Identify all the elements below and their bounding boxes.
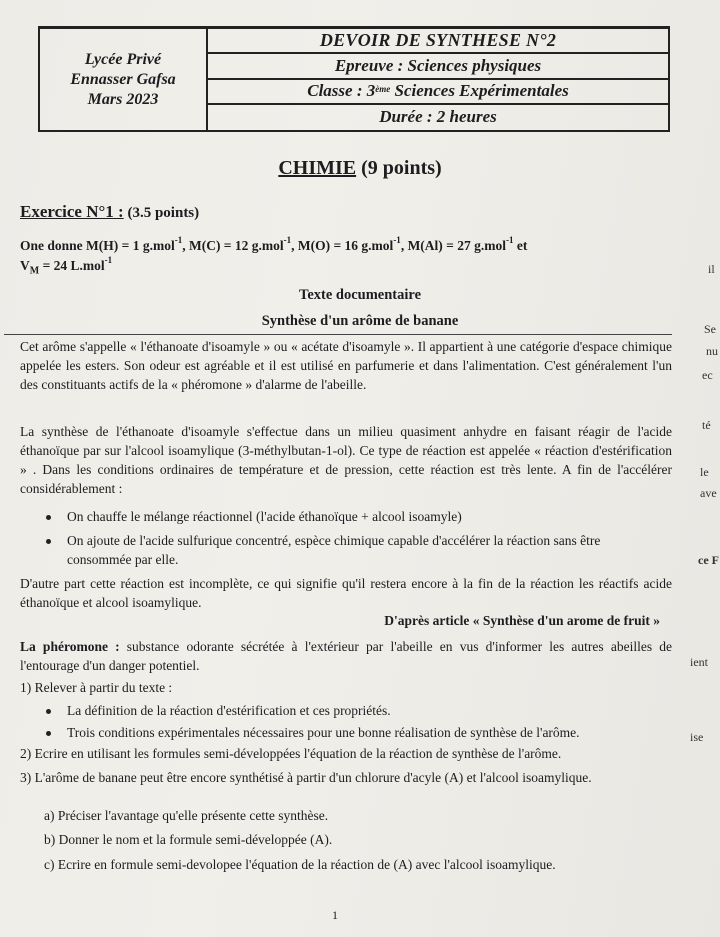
doc-paragraph-3: D'autre part cette réaction est incomplète, ce qui signifie qu'il restera encore à la fin de la réaction les réactifs acide éthanoïque et alcool isoamylique. (20, 576, 672, 610)
margin-bleed: Se (704, 322, 716, 336)
bullet-dot (46, 709, 51, 714)
doc-bullet-1: On chauffe le mélange réactionnel (l'acide éthanoïque + alcool isoamyle) (67, 509, 462, 524)
exercise-title: Exercice N°1 : (3.5 points) (20, 202, 200, 221)
question-1-bullet-1: La définition de la réaction d'estérification et ces propriétés. (67, 703, 391, 718)
bullet-dot (46, 539, 51, 544)
school-city: Ennasser Gafsa (70, 70, 176, 88)
question-1-bullet-2: Trois conditions expérimentales nécessaires pour une bonne réalisation de synthèse de l'arôme. (67, 725, 580, 740)
margin-bleed: ient (690, 655, 708, 669)
margin-bleed: ec (702, 368, 713, 382)
definition: La phéromone : substance odorante sécrétée à l'extérieur par l'abeille en vus d'informer les autres abeilles de l'entourage d'un danger potentiel. (20, 639, 672, 673)
margin-bleed: ave (700, 486, 717, 500)
given-data-line2: $V_M = 24$ L.mol$^{-1}$ (20, 255, 113, 277)
school-name: Lycée Privé (84, 50, 162, 68)
doc-paragraph-1: Cet arôme s'appelle « l'éthanoate d'isoamyle » ou « acétate d'isoamyle ». Il appartient à une catégorie d'espace chimique appelée les esters. Son odeur est agréable et il est utilisé en parfumerie et dans l'alimentation. C'est généralement l'un des constituants actifs de la « phéromone » d'alarme de l'abeille. (20, 339, 672, 392)
doc-source: D'après article « Synthèse d'un arome de fruit » (384, 613, 660, 628)
question-2: 2) Ecrire en utilisant les formules semi-développées l'équation de la réaction de synthèse de l'arôme. (20, 746, 562, 761)
school-info (40, 29, 208, 130)
page-number: 1 (332, 908, 338, 922)
margin-bleed: té (702, 418, 711, 432)
margin-bleed: ce F (698, 553, 719, 567)
margin-bleed: ise (690, 730, 704, 744)
question-3b: b) Donner le nom et la formule semi-développée (A). (44, 832, 333, 847)
bullet-dot (46, 515, 51, 520)
exam-date: Mars 2023 (87, 90, 159, 108)
doc-bullet-2: On ajoute de l'acide sulfurique concentré, espèce chimique capable d'accélérer la réaction sans être consommée par elle. (67, 533, 601, 567)
margin-bleed: nu (706, 344, 718, 358)
question-3: 3) L'arôme de banane peut être encore synthétisé à partir d'un chlorure d'acyle (A) et l'alcool isoamylique. (20, 770, 592, 785)
doc-paragraph-2: La synthèse de l'éthanoate d'isoamyle s'effectue dans un milieu quasiment anhydre en faisant réagir de l'acide éthanoïque par sur l'alcool isoamylique (3-méthylbutan-1-ol). Ce type de réaction est appelée « réaction d'estérification » . Dans les conditions ordinaires de température et de pression, cette réaction est très lente. A fin de l'accélérer considérablement : (20, 424, 672, 496)
question-1: 1) Relever à partir du texte : (20, 680, 173, 695)
exam-class: Classe : 3 $^{ème}$ Sciences Expérimentales (208, 80, 668, 105)
doc-rule (4, 334, 672, 335)
exam-duration: Durée : 2 heures (379, 107, 497, 127)
margin-bleed: le (700, 465, 709, 479)
exam-subject: Epreuve : Sciences physiques (208, 54, 668, 79)
bullet-dot (46, 731, 51, 736)
doc-heading: Texte documentaire (298, 287, 422, 303)
question-3c: c) Ecrire en formule semi-devolopee l'équation de la réaction de (A) avec l'alcool isoamylique. (44, 857, 556, 872)
question-3a: a) Préciser l'avantage qu'elle présente cette synthèse. (44, 808, 329, 823)
section-title: CHIMIE (9 points) (278, 157, 442, 179)
given-data-line1: One donne M(H) = 1 g.mol$^{-1}$, M(C) = 12 g.mol$^{-1}$, M(O) = 16 g.mol$^{-1}$, M(Al) = 27 g.mol$^{-1}$ et (20, 235, 528, 253)
exam-title: DEVOIR DE SYNTHESE N°2 (208, 29, 668, 54)
exam-header (38, 26, 670, 132)
doc-title: Synthèse d'un arôme de banane (261, 313, 459, 329)
margin-bleed: il (708, 262, 715, 276)
